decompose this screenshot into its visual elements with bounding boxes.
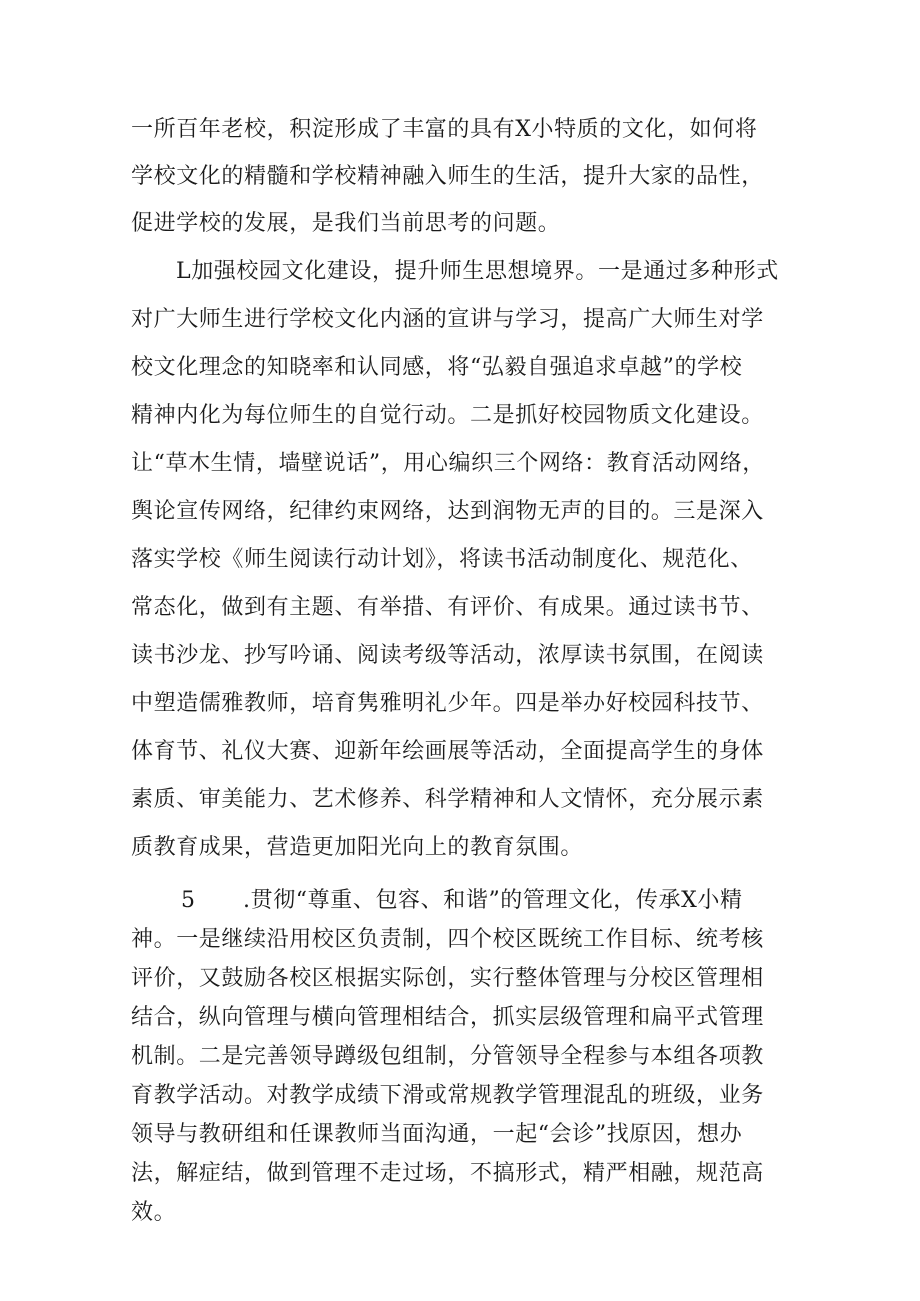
text-line: 促进学校的发展，是我们当前思考的问题。 bbox=[131, 211, 561, 236]
text-line: 法，解症结，做到管理不走过场，不搞形式，精严相融，规范高 bbox=[131, 1161, 764, 1186]
text-line: 校文化理念的知晓率和认同感，将“弘毅自强追求卓越”的学校 bbox=[131, 355, 743, 380]
text-line: 舆论宣传网络，纪律约束网络，达到润物无声的目的。三是深入 bbox=[131, 499, 764, 524]
text-line: 神。一是继续沿用校区负责制，四个校区既统工作目标、统考核 bbox=[131, 927, 764, 952]
text-line: 读书沙龙、抄写吟诵、阅读考级等活动，浓厚读书氛围，在阅读 bbox=[131, 643, 764, 668]
section-number: 5 bbox=[181, 888, 196, 913]
text-line: 质教育成果，营造更加阳光向上的教育氛围。 bbox=[131, 835, 584, 860]
text-line: 评价，又鼓励各校区根据实际创，实行整体管理与分校区管理相 bbox=[131, 966, 764, 991]
text-line: 学校文化的精髓和学校精神融入师生的生活，提升大家的品性， bbox=[131, 164, 764, 189]
text-line: L加强校园文化建设，提升师生思想境界。一是通过多种形式 bbox=[176, 259, 779, 284]
text-line: 育教学活动。对教学成绩下滑或常规教学管理混乱的班级，业务 bbox=[131, 1083, 764, 1108]
text-line: 落实学校《师生阅读行动计划》，将读书活动制度化、规范化、 bbox=[131, 547, 753, 572]
text-line: 对广大师生进行学校文化内涵的宣讲与学习，提高广大师生对学 bbox=[131, 307, 764, 332]
text-line: 中塑造儒雅教师，培育隽雅明礼少年。四是举办好校园科技节、 bbox=[131, 691, 764, 716]
text-line: 一所百年老校，积淀形成了丰富的具有X小特质的文化，如何将 bbox=[131, 117, 758, 142]
text-line: 体育节、礼仪大赛、迎新年绘画展等活动，全面提高学生的身体 bbox=[131, 739, 764, 764]
text-line: 结合，纵向管理与横向管理相结合，抓实层级管理和扁平式管理 bbox=[131, 1005, 764, 1030]
text-line: 机制。二是完善领导蹲级包组制，分管领导全程参与本组各项教 bbox=[131, 1044, 764, 1069]
text-line: 效。 bbox=[131, 1200, 177, 1225]
text-line: 领导与教研组和任课教师当面沟通，一起“会诊”找原因，想办 bbox=[131, 1122, 743, 1147]
text-line: 精神内化为每位师生的自觉行动。二是抓好校园物质文化建设。 bbox=[131, 403, 764, 428]
text-line: 常态化，做到有主题、有举措、有评价、有成果。通过读书节、 bbox=[131, 595, 764, 620]
text-line: 让“草木生情，墙壁说话”，用心编织三个网络：教育活动网络， bbox=[131, 451, 765, 476]
text-line: .贯彻“尊重、包容、和谐”的管理文化，传承X小精 bbox=[243, 888, 743, 913]
text-line: 素质、审美能力、艺术修养、科学精神和人文情怀，充分展示素 bbox=[131, 787, 764, 812]
